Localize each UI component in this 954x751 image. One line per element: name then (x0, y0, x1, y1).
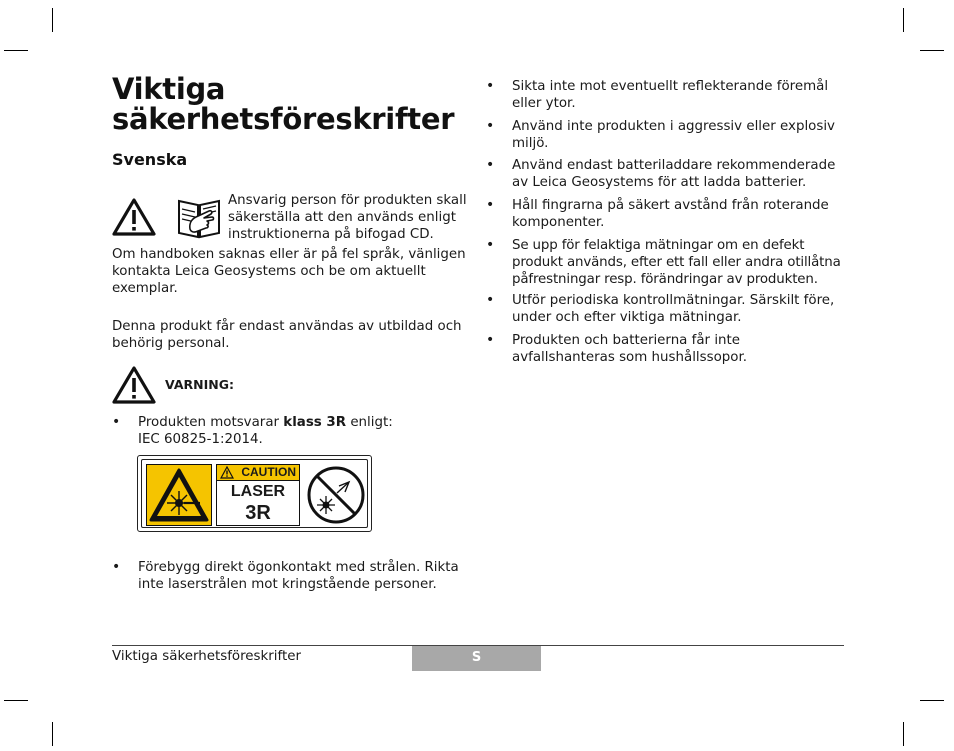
text-line: Håll fingrarna på säkert avstånd från roterande (512, 198, 829, 213)
text-line: Ansvarig person för produkten skall (228, 193, 467, 208)
page-title (112, 74, 454, 134)
caution-panel (216, 464, 300, 526)
laser-hazard-icon (146, 464, 212, 526)
warning-label (165, 376, 234, 393)
laser-class-text: 3R (245, 502, 271, 524)
text-line: Använd endast batteriladdare rekommenderade (512, 158, 836, 173)
text-line: påfrestningar resp. förändringar av produkten. (512, 272, 818, 287)
text-line: Förebygg direkt ögonkontakt med strålen. Rikta (138, 560, 459, 575)
bullet-text (512, 197, 829, 231)
crop-mark (4, 50, 28, 51)
crop-mark (903, 8, 904, 32)
laser-class-emphasis: klass 3R (283, 415, 347, 430)
text-line: behörig personal. (112, 336, 230, 351)
text-line: eller ytor. (512, 96, 576, 111)
text-line: Produkten och batterierna får inte (512, 333, 741, 348)
text-line: produkt används, efter ett fall eller andra otillåtna (512, 255, 841, 270)
bullet-glyph: • (486, 292, 495, 308)
text-line: inte laserstrålen mot kringstående personer. (138, 577, 437, 592)
text-line: av Leica Geosystems för att ladda batterier. (512, 175, 807, 190)
footer-section-title: Viktiga säkerhetsföreskrifter (112, 649, 301, 664)
crop-mark (52, 8, 53, 32)
bullet-text (512, 332, 747, 366)
no-direct-eye-exposure-icon (303, 464, 369, 526)
text-segment: Produkten motsvarar (138, 415, 284, 430)
laser-text: LASER (230, 483, 286, 500)
bullet-text (512, 78, 828, 112)
warning-triangle-icon (112, 198, 156, 236)
bullet-text (512, 157, 835, 191)
text-line: Använd inte produkten i aggressiv eller explosiv (512, 119, 835, 134)
bullet-text (512, 292, 834, 326)
caution-text: CAUTION (241, 465, 296, 479)
bullet-text (512, 118, 835, 152)
text-line: IEC 60825-1:2014. (138, 432, 263, 447)
crop-mark (920, 700, 944, 701)
trained-personnel-text (112, 318, 462, 352)
text-line: Denna produkt får endast användas av utbildad och (112, 319, 462, 334)
bullet-glyph: • (112, 414, 121, 430)
text-line: kontakta Leica Geosystems och be om aktuellt (112, 264, 426, 279)
text-line: miljö. (512, 136, 549, 151)
read-manual-icon (176, 195, 222, 239)
crop-mark (903, 722, 904, 746)
text-segment: enligt: (346, 415, 393, 430)
bullet-glyph: • (486, 237, 495, 253)
bullet-glyph: • (112, 559, 121, 575)
bullet-glyph: • (486, 157, 495, 173)
text-line: Sikta inte mot eventuellt reflekterande föremål (512, 79, 829, 94)
crop-mark (920, 50, 944, 51)
language-tab: S (412, 646, 541, 671)
bullet-glyph: • (486, 78, 495, 94)
caution-bar (217, 465, 299, 481)
crop-mark (4, 700, 28, 701)
laser-warning-label (137, 455, 372, 532)
bullet-text (138, 414, 393, 448)
text-line: instruktionerna på bifogad CD. (228, 227, 434, 242)
crop-mark (52, 722, 53, 746)
bullet-glyph: • (486, 197, 495, 213)
text-line: komponenter. (512, 215, 605, 230)
text-line: exemplar. (112, 281, 178, 296)
bullet-text (138, 559, 459, 593)
missing-manual-text (112, 246, 466, 297)
bullet-text (512, 237, 841, 288)
laser-label-frame (141, 459, 368, 528)
text-line: Om handboken saknas eller är på fel språk, vänligen (112, 247, 466, 262)
manual-responsibility-text (228, 192, 467, 243)
page-title-line-2: säkerhetsföreskrifter (112, 102, 455, 136)
warning-triangle-icon (112, 366, 156, 404)
text-line: Utför periodiska kontrollmätningar. Särskilt före, (512, 293, 835, 308)
text-line: Se upp för felaktiga mätningar om en defekt (512, 238, 805, 253)
bullet-glyph: • (486, 332, 495, 348)
warning-label-text: VARNING: (165, 377, 234, 392)
caution-triangle-icon (220, 466, 234, 479)
text-line: säkerställa att den används enligt (228, 210, 456, 225)
language-heading: Svenska (112, 150, 188, 169)
page-title-line-1: Viktiga (112, 72, 226, 106)
text-line: under och efter viktiga mätningar. (512, 310, 742, 325)
text-line: avfallshanteras som hushållssopor. (512, 350, 748, 365)
bullet-glyph: • (486, 118, 495, 134)
